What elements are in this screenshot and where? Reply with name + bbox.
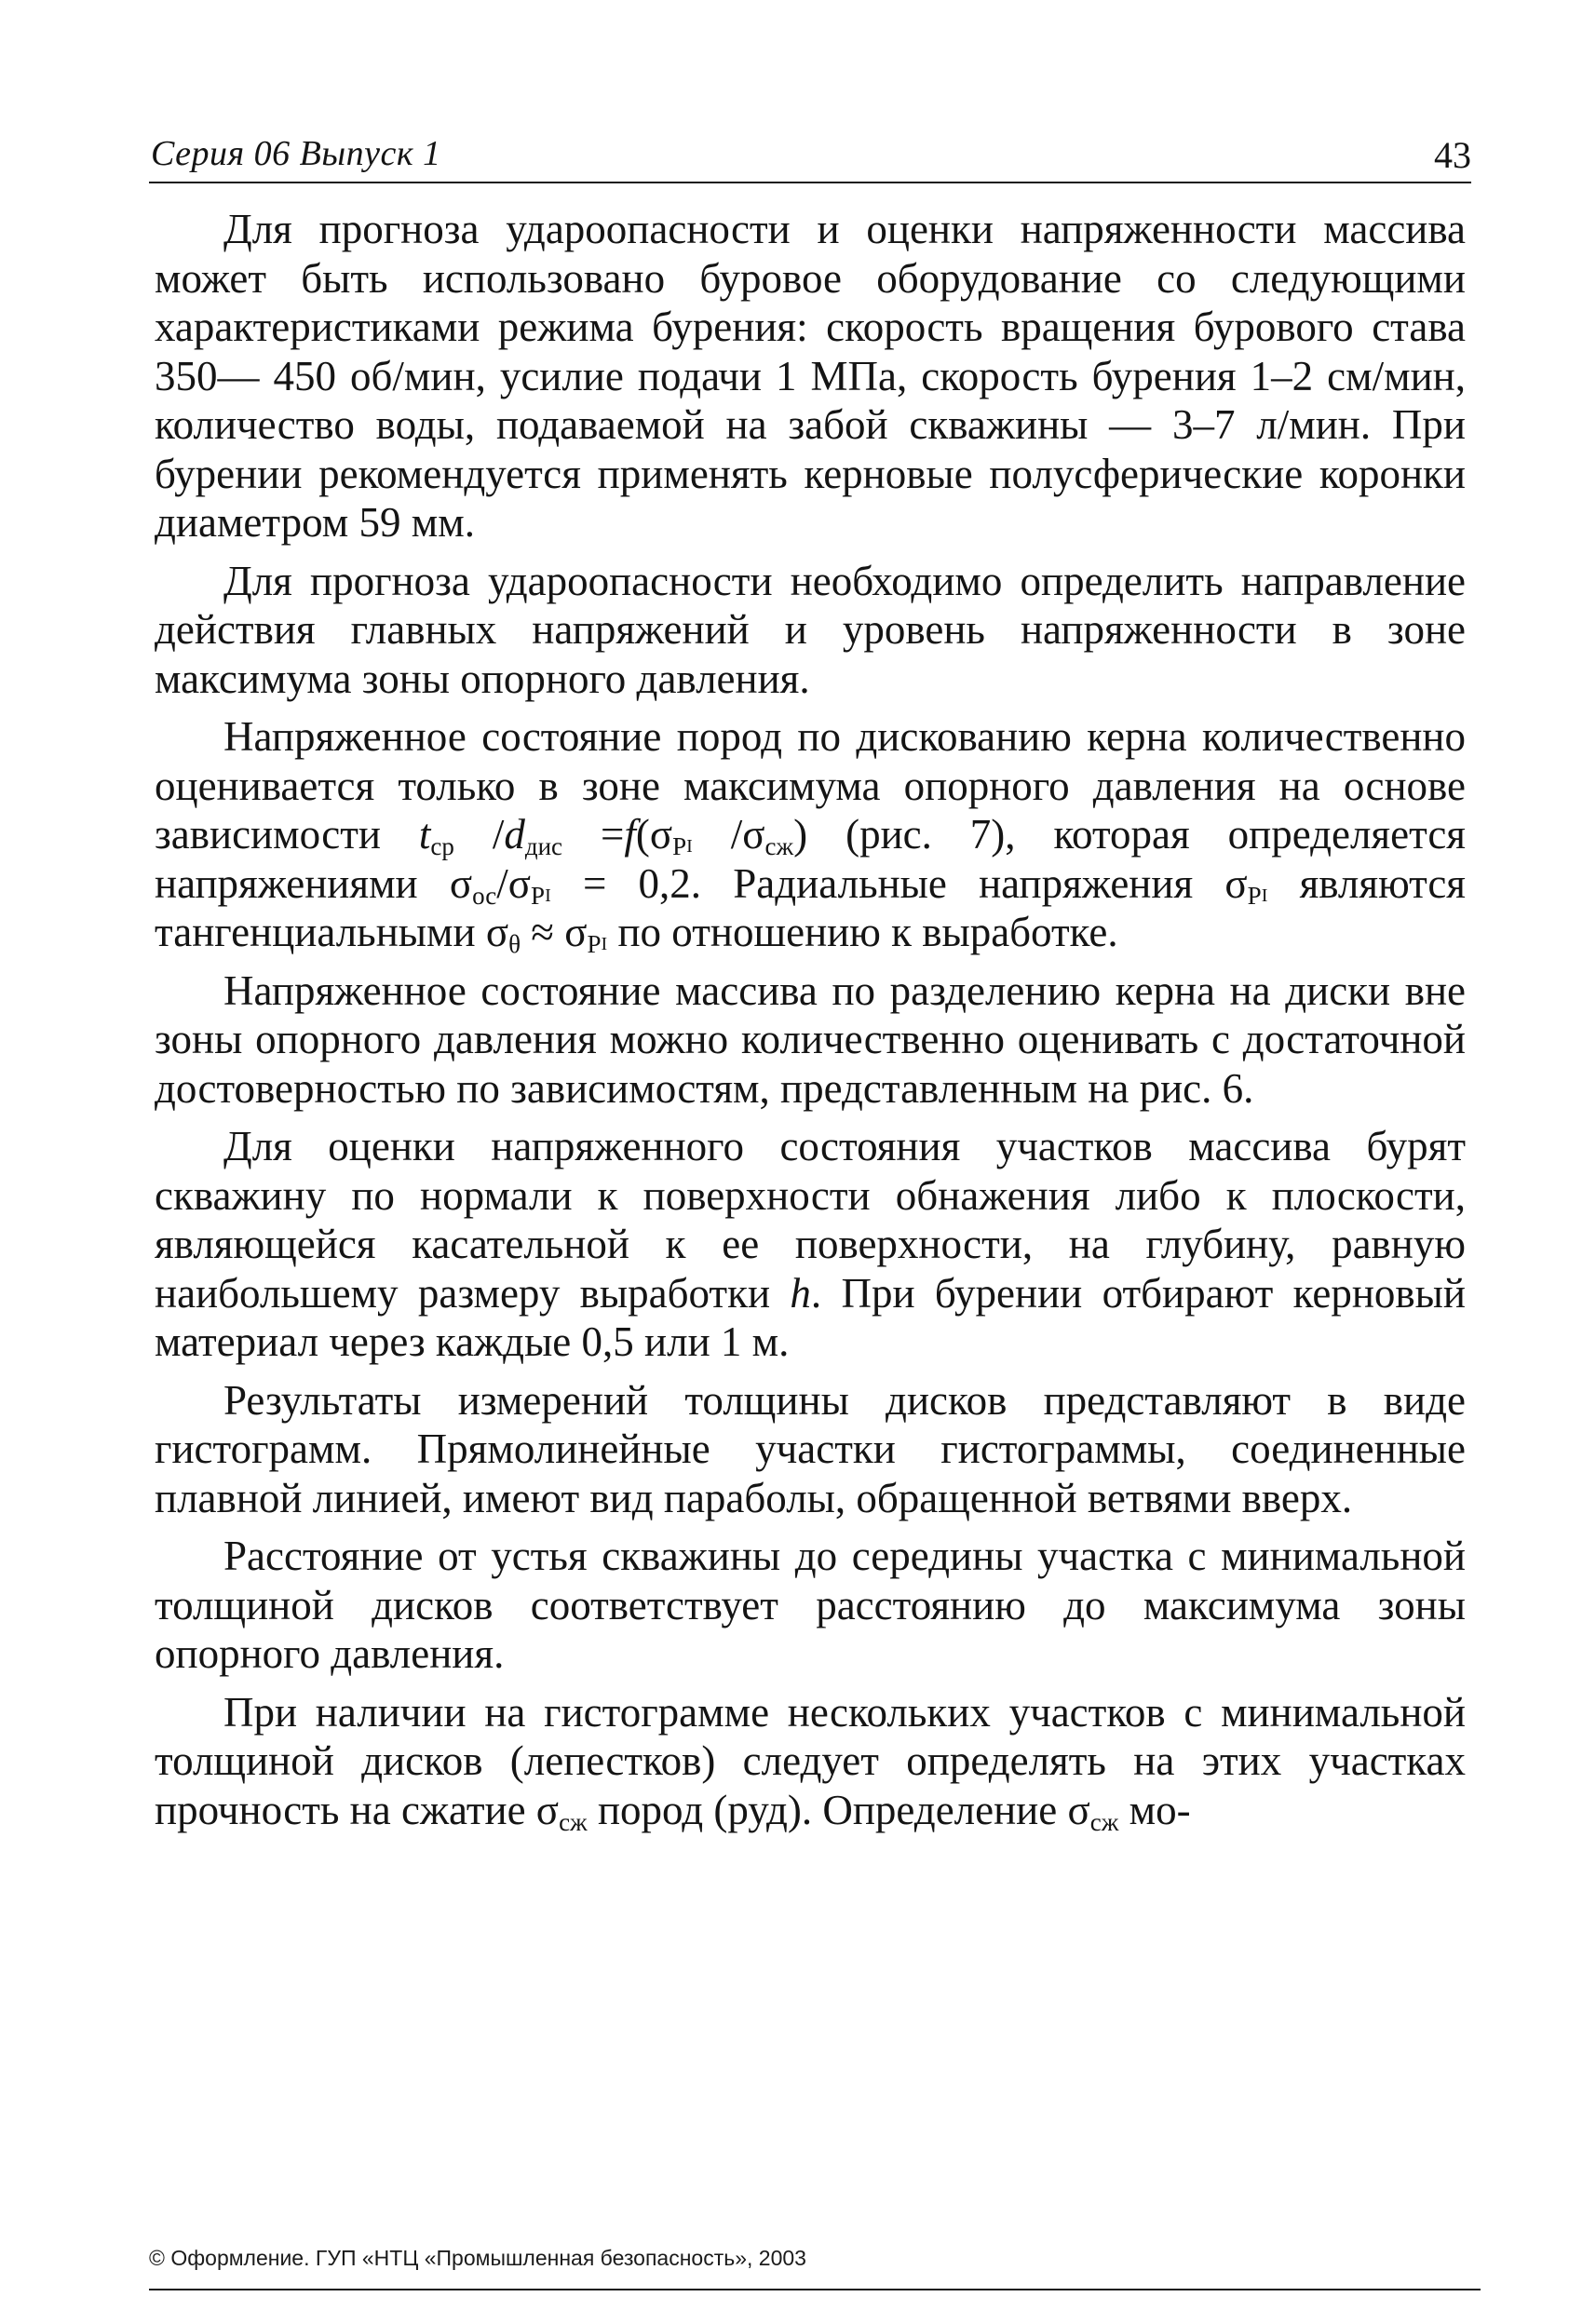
formula-t-sub: ср xyxy=(430,832,454,860)
formula-slash: / xyxy=(453,811,505,858)
formula-d-sub: дис xyxy=(524,832,563,860)
copyright-notice: © Оформление. ГУП «НТЦ «Промышленная безопасность», 2003 xyxy=(149,2246,806,2270)
p5-text-a: Для оценки напряженного состояния участков массива бурят скважину по нормали к поверхности обнажения либо к плоскости, являющейся касательной к ее поверхности, на глубину, равную наибольшему размеру выработки xyxy=(155,1123,1466,1317)
sigma-p-sub-c2: I xyxy=(1261,885,1268,906)
sigma-p-sub-d2: I xyxy=(601,934,608,954)
paragraph-8 xyxy=(155,1688,1466,1835)
p3-approx: ≈ σ xyxy=(521,909,588,955)
p5-h: h xyxy=(790,1269,811,1317)
formula-eq: = xyxy=(562,811,625,858)
p8-sigma-sub2: сж xyxy=(1089,1807,1119,1836)
p3-text-a: Напряженное состояние пород по дискованию керна количественно оценивается только в зоне максимума опорного давления на основе зависимости xyxy=(155,713,1466,858)
sigma-theta-sub: θ xyxy=(508,930,521,958)
formula-d: d xyxy=(504,811,525,858)
formula-p-sub2: I xyxy=(686,836,693,857)
paragraph-4: Напряженное состояние массива по разделению керна на диски вне зоны опорного давления можно количественно оценивать с достаточной достоверностью по зависимостям, представленным на рис. 6. xyxy=(155,966,1466,1112)
series-title: Серия 06 Выпуск 1 xyxy=(151,134,441,173)
p8-text-a: При наличии на гистограмме нескольких участков с минимальной толщиной дисков (лепестков) следует определять на этих участках прочность на сжатие σ xyxy=(155,1688,1466,1833)
sigma-p-sub-c: P xyxy=(1247,881,1262,910)
formula-slash2: /σ xyxy=(692,811,765,858)
paragraph-5 xyxy=(155,1122,1466,1367)
formula-t: t xyxy=(418,811,431,858)
paragraph-3 xyxy=(155,712,1466,957)
formula-szh-sub: сж xyxy=(764,832,794,860)
footer-rule xyxy=(149,2289,1481,2290)
p5-text-b: . При бурении отбирают керновый материал через каждые 0,5 или 1 м. xyxy=(155,1269,1466,1365)
page-number: 43 xyxy=(1434,134,1471,176)
sigma-p-sub-b2: I xyxy=(545,885,551,906)
paragraph-1: Для прогноза удароопасности и оценки напряженности массива может быть использовано буровое оборудование со следующими характеристиками режима бурения: скорость вращения бурового става 350— 450 об/мин, усилие подачи 1 МПа, скорость бурения 1–2 см/мин, количество воды, подаваемой на забой скважины — 3–7 л/мин. При бурении рекомендуется применять керновые полусферические коронки диаметром 59 мм. xyxy=(155,206,1466,546)
sigma-p-sub-d: P xyxy=(587,930,602,958)
p8-text-c: мо- xyxy=(1118,1786,1191,1833)
p8-sigma-sub1: сж xyxy=(559,1807,588,1836)
p3-text-e: по отношению к выработке. xyxy=(607,909,1118,955)
formula-f: f xyxy=(624,811,636,858)
p3-text-d: являются тангенциальными σ xyxy=(155,859,1466,955)
paragraph-7: Расстояние от устья скважины до середины участка с минимальной толщиной дисков соответствует расстоянию до максимума зоны опорного давления. xyxy=(155,1533,1466,1677)
sigma-p-sub-b: P xyxy=(531,881,546,910)
p3-text-b: ) (рис. 7), которая определяется напряжениями σ xyxy=(155,811,1466,907)
body-text xyxy=(155,205,1466,1844)
p3-text-c: = 0,2. Радиальные напряжения σ xyxy=(550,859,1248,907)
formula-paren: (σ xyxy=(635,811,673,858)
sigma-oc-sub: ос xyxy=(472,881,497,910)
p8-text-b: пород (руд). Определение σ xyxy=(587,1786,1090,1833)
paragraph-6: Результаты измерений толщины дисков представляют в виде гистограмм. Прямолинейные участки гистограммы, соединенные плавной линией, имеют вид параболы, обращенной ветвями вверх. xyxy=(155,1376,1466,1521)
formula-p-sub: P xyxy=(672,832,687,860)
paragraph-2: Для прогноза удароопасности необходимо определить направление действия главных напряжений и уровень напряженности в зоне максимума зоны опорного давления. xyxy=(155,557,1466,702)
running-header xyxy=(149,126,1471,183)
p3-slash3: /σ xyxy=(496,859,532,907)
